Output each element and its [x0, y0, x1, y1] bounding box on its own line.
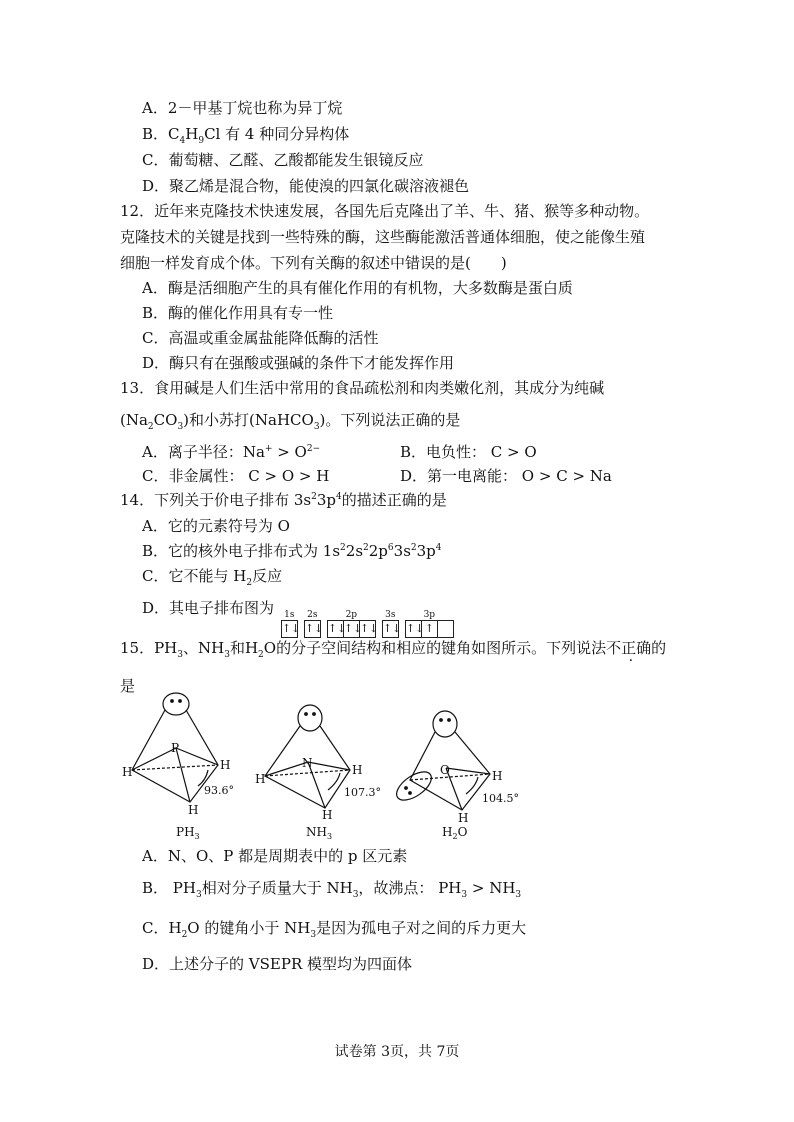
orbital-box: ↑↓ — [327, 622, 347, 635]
orbital-label: 3p — [423, 610, 436, 620]
svg-text:N: N — [302, 756, 313, 770]
q13-option-c: C．非金属性： C > O > H — [142, 467, 330, 485]
q12-stem-line2: 克隆技术的关键是找到一些特殊的酶，这些酶能激活普通体细胞，使之能像生殖 — [120, 228, 646, 246]
q15-stem-line1: 15．$PH_3$、$NH_3$和$H_2O$的分子空间结构和相应的键角如图所示。下列说法不正确的 — [120, 639, 667, 660]
orbital-box: ↑↓ — [281, 622, 301, 635]
orbital-group — [327, 610, 379, 638]
angle-h2o-label: 104.5° — [482, 792, 519, 805]
orbital-box: ↑↓ — [304, 622, 324, 635]
q12-stem-line1: 12．近年来克隆技术快速发展，各国先后克隆出了羊、牛、猪、猴等多种动物。 — [120, 202, 650, 220]
svg-text:H: H — [220, 758, 231, 772]
orbital-group — [405, 610, 454, 638]
svg-text:H: H — [255, 772, 266, 786]
q11-option-c: C．葡萄糖、乙醛、乙酸都能发生银镜反应 — [142, 151, 424, 169]
svg-text:P: P — [171, 741, 180, 755]
q12-stem-line3: 细胞一样发育成个体。下列有关酶的叙述中错误的是( ) — [120, 254, 507, 272]
q11-option-b: B．$C_4H_9Cl$ 有 4 种同分异构体 — [142, 125, 350, 146]
orbital-label: 3s — [385, 610, 396, 620]
q15-option-b: B． $PH_3$相对分子质量大于 $NH_3$，故沸点： $PH_3 > NH_3$ — [142, 879, 522, 900]
orbital-label: 1s — [284, 610, 295, 620]
svg-text:H: H — [122, 765, 133, 779]
svg-text:H: H — [322, 808, 333, 822]
svg-text:H: H — [458, 811, 469, 825]
q15-option-a: A．N、O、P 都是周期表中的 p 区元素 — [142, 847, 408, 865]
q14-stem: 14．下列关于价电子排布 $3s^23p^4$的描述正确的是 — [120, 491, 447, 509]
molecular-structure-figure — [110, 690, 530, 840]
orbital-group — [382, 610, 402, 638]
q14-option-a: A．它的元素符号为 O — [142, 517, 290, 535]
emphasis-not-correct: 不正确 — [606, 639, 652, 657]
q14-option-d: D．其电子排布图为 1s ↑↓ 2s ↑↓ 2p ↑↓ ↑↓ ↑↓ 3s ↑↓ 3p ↑↓ ↑ — [142, 598, 454, 638]
q12-option-a: A．酶是活细胞产生的具有催化作用的有机物，大多数酶是蛋白质 — [142, 279, 573, 297]
q12-option-c: C．高温或重金属盐能降低酶的活性 — [142, 329, 379, 347]
q15-option-c: C．$H_2O$ 的键角小于 $NH_3$是因为孤电子对之间的斥力更大 — [142, 919, 527, 940]
svg-text:H: H — [188, 803, 199, 817]
q15-option-d: D．上述分子的 VSEPR 模型均为四面体 — [142, 955, 413, 973]
orbital-box: ↑↓ — [343, 622, 363, 635]
label-ph3: $PH_3$ — [176, 825, 200, 840]
q13-option-b: B．电负性： C > O — [400, 443, 537, 461]
q12-option-b: B．酶的催化作用具有专一性 — [142, 304, 334, 322]
svg-text:O: O — [440, 763, 450, 777]
orbital-box: ↑↓ — [382, 622, 402, 635]
q13-option-a: A．离子半径：$Na^+ > O^{2-}$ — [142, 443, 321, 461]
q12-option-d: D．酶只有在强酸或强碱的条件下才能发挥作用 — [142, 354, 455, 372]
q13-option-d: D．第一电离能： O > C > Na — [400, 467, 612, 485]
q13-stem-line2: $(Na_2CO_3)$和小苏打(NaHCO$_3$)。下列说法正确的是 — [120, 411, 461, 432]
q14-option-b: B．它的核外电子排布式为 $1s^22s^22p^63s^23p^4$ — [142, 542, 442, 560]
q11-option-a: A．2－甲基丁烷也称为异丁烷 — [142, 99, 343, 117]
q11-option-d: D．聚乙烯是混合物，能使溴的四氯化碳溶液褪色 — [142, 177, 470, 195]
label-h2o: $H_2O$ — [442, 825, 468, 840]
orbital-box: ↑↓ — [359, 622, 379, 635]
h2o-structure — [392, 711, 490, 810]
orbital-box: ↑↓ — [405, 622, 425, 635]
orbital-group — [304, 610, 324, 638]
svg-text:H: H — [492, 769, 503, 783]
svg-text:H: H — [352, 763, 363, 777]
page-footer: 试卷第 3页，共 7页 — [334, 1044, 460, 1060]
angle-nh3-label: 107.3° — [344, 786, 381, 799]
orbital-label: 2s — [307, 610, 318, 620]
orbital-box: ↑ — [422, 621, 438, 637]
angle-ph3-label: 93.6° — [204, 784, 234, 797]
orbital-diagram — [281, 610, 454, 638]
orbital-group — [281, 610, 301, 638]
q14-option-c: C．它不能与 $H_2$反应 — [142, 567, 283, 588]
q13-stem-line1: 13．食用碱是人们生活中常用的食品疏松剂和肉类嫩化剂，其成分为纯碱 — [120, 379, 605, 397]
label-nh3: $NH_3$ — [306, 825, 333, 840]
orbital-label: 2p — [345, 610, 358, 620]
orbital-box — [438, 621, 453, 637]
q15-stem-line2: 是 — [120, 677, 136, 695]
